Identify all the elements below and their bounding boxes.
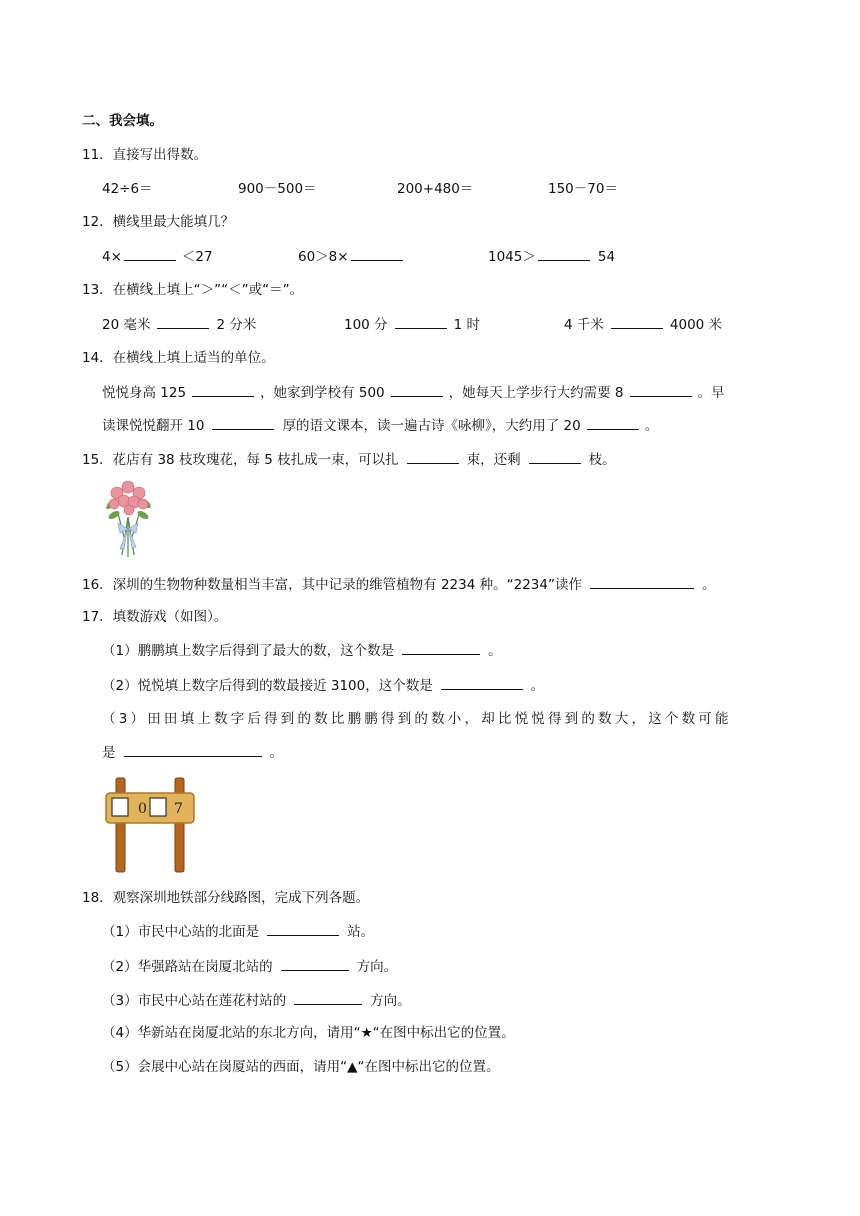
q18-part-3 bbox=[102, 991, 411, 1010]
answer-blank[interactable] bbox=[587, 416, 639, 430]
q12-item-2 bbox=[298, 247, 403, 266]
q12-item-3 bbox=[488, 247, 615, 266]
answer-blank[interactable] bbox=[124, 743, 262, 757]
q14-line-2 bbox=[102, 416, 658, 435]
q17-text: 。 bbox=[488, 643, 502, 659]
answer-blank[interactable] bbox=[538, 247, 590, 261]
q18-text: 方向。 bbox=[356, 959, 398, 975]
q17-text: （2）悦悦填上数字后得到的数最接近 3100，这个数是 bbox=[102, 678, 433, 694]
answer-blank[interactable] bbox=[157, 315, 209, 329]
q12-item-3-after: 54 bbox=[597, 249, 616, 265]
q18-text: （2）华强路站在岗厦北站的 bbox=[102, 959, 273, 975]
q18-title: 18．观察深圳地铁部分线路图，完成下列各题。 bbox=[82, 890, 370, 906]
answer-blank[interactable] bbox=[611, 315, 663, 329]
answer-blank[interactable] bbox=[294, 991, 362, 1005]
q13-item-3-left: 4 千米 bbox=[564, 317, 604, 333]
q18-part-5: （5）会展中心站在岗厦站的西面，请用“▲“在图中标出它的位置。 bbox=[102, 1059, 500, 1075]
q14-line-1 bbox=[102, 383, 725, 402]
q14-text: 。 bbox=[644, 418, 659, 434]
sign-digit-7: 7 bbox=[174, 801, 183, 817]
answer-blank[interactable] bbox=[395, 315, 447, 329]
q17-part-2 bbox=[102, 676, 544, 695]
q16-text: 16．深圳的生物物种数量相当丰富，其中记录的维管植物有 2234 种。“2234”读作 bbox=[82, 577, 582, 593]
answer-blank[interactable] bbox=[351, 247, 403, 261]
answer-blank[interactable] bbox=[441, 676, 523, 690]
q14-text: 读课悦悦翻开 10 bbox=[102, 418, 205, 434]
q17-text: 是 bbox=[102, 745, 116, 761]
q15-text: 枝。 bbox=[588, 452, 616, 468]
q13-item-2-left: 100 分 bbox=[344, 317, 388, 333]
answer-blank[interactable] bbox=[407, 450, 459, 464]
answer-blank[interactable] bbox=[391, 383, 443, 397]
answer-blank[interactable] bbox=[630, 383, 692, 397]
q18-part-2 bbox=[102, 957, 397, 976]
answer-blank[interactable] bbox=[281, 957, 349, 971]
q11-item-3: 200+480＝ bbox=[397, 181, 474, 197]
answer-blank[interactable] bbox=[212, 416, 274, 430]
q13-item-1-right: 2 分米 bbox=[216, 317, 257, 333]
number-sign-image bbox=[104, 776, 196, 874]
q12-item-2-before: 60＞8× bbox=[298, 249, 349, 265]
q17-text: 。 bbox=[269, 745, 283, 761]
q11-item-1: 42÷6＝ bbox=[102, 181, 153, 197]
q11-title: 11．直接写出得数。 bbox=[82, 147, 208, 163]
q12-item-1 bbox=[102, 247, 213, 266]
q14-text: ，她每天上学步行大约需要 8 bbox=[448, 385, 624, 401]
q13-item-1-left: 20 毫米 bbox=[102, 317, 151, 333]
section-title: 二、我会填。 bbox=[82, 113, 163, 129]
q18-text: 方向。 bbox=[370, 993, 411, 1009]
q11-item-4: 150－70＝ bbox=[548, 181, 618, 197]
q18-text: （1）市民中心站的北面是 bbox=[102, 924, 260, 940]
q12-item-3-before: 1045＞ bbox=[488, 249, 536, 265]
q15-text: 15．花店有 38 枝玫瑰花，每 5 枝扎成一束，可以扎 bbox=[82, 452, 399, 468]
rose-bouquet-image bbox=[100, 477, 156, 561]
q18-text: （3）市民中心站在莲花村站的 bbox=[102, 993, 287, 1009]
q14-title: 14．在横线上填上适当的单位。 bbox=[82, 350, 275, 366]
blank-box-1 bbox=[112, 798, 128, 816]
q16-text: 。 bbox=[701, 577, 716, 593]
q14-text: 厚的语文课本，读一遍古诗《咏柳》，大约用了 20 bbox=[282, 418, 581, 434]
q18-text: 站。 bbox=[347, 924, 375, 940]
blank-box-2 bbox=[150, 798, 166, 816]
q18-part-4: （4）华新站在岗厦北站的东北方向，请用“★“在图中标出它的位置。 bbox=[102, 1025, 515, 1041]
q14-text: ，她家到学校有 500 bbox=[260, 385, 385, 401]
q11-item-2: 900－500＝ bbox=[238, 181, 317, 197]
q14-text: 悦悦身高 125 bbox=[102, 385, 187, 401]
q12-item-1-before: 4× bbox=[102, 249, 122, 265]
answer-blank[interactable] bbox=[590, 575, 694, 589]
sign-digit-0: 0 bbox=[138, 801, 147, 817]
q17-part-1 bbox=[102, 641, 502, 660]
answer-blank[interactable] bbox=[192, 383, 254, 397]
q15-line bbox=[82, 450, 616, 469]
q18-part-1 bbox=[102, 922, 374, 941]
q17-text: 。 bbox=[530, 678, 545, 694]
q13-item-3 bbox=[564, 315, 722, 334]
q13-item-1 bbox=[102, 315, 256, 334]
q15-text: 束，还剩 bbox=[466, 452, 521, 468]
q17-title: 17．填数游戏（如图）。 bbox=[82, 609, 228, 625]
answer-blank[interactable] bbox=[402, 641, 480, 655]
q13-title: 13．在横线上填上“＞”“＜”或“＝”。 bbox=[82, 282, 304, 298]
q14-text: 。早 bbox=[697, 385, 725, 401]
q13-item-2-right: 1 时 bbox=[453, 317, 480, 333]
answer-blank[interactable] bbox=[124, 247, 176, 261]
q17-part-3-line-1: （3）田田填上数字后得到的数比鹏鹏得到的数小，却比悦悦得到的数大，这个数可能 bbox=[102, 711, 732, 727]
q13-item-3-right: 4000 米 bbox=[669, 317, 723, 333]
answer-blank[interactable] bbox=[267, 922, 339, 936]
q17-text: （1）鹏鹏填上数字后得到了最大的数，这个数是 bbox=[102, 643, 395, 659]
answer-blank[interactable] bbox=[529, 450, 581, 464]
q16-line bbox=[82, 575, 715, 594]
q17-part-3-line-2 bbox=[102, 743, 283, 762]
q13-item-2 bbox=[344, 315, 480, 334]
q12-item-1-after: ＜27 bbox=[181, 249, 213, 265]
q12-title: 12．横线里最大能填几？ bbox=[82, 214, 235, 230]
